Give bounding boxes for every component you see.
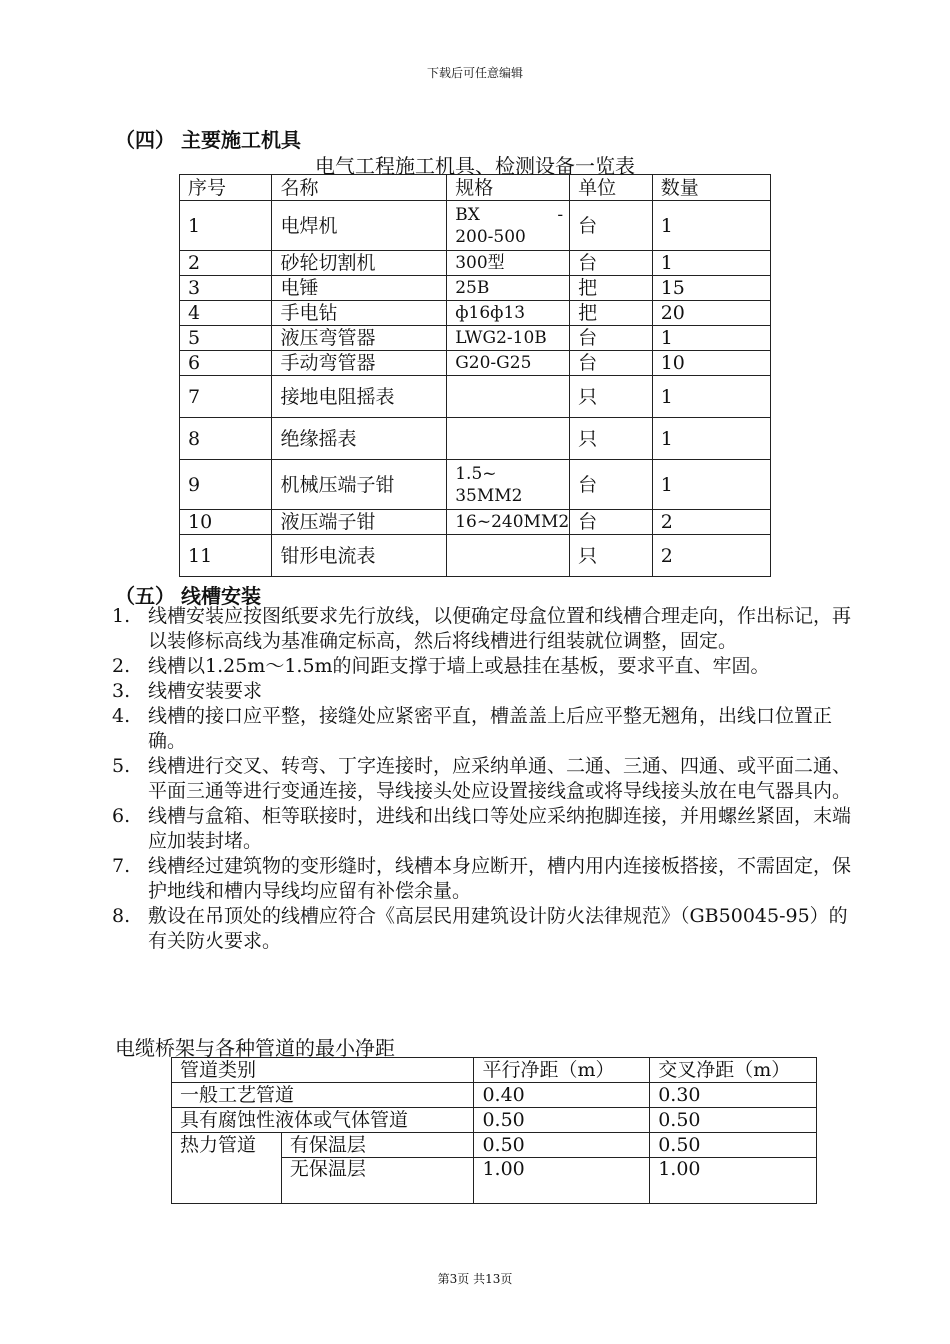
cell-name: 电焊机 xyxy=(272,201,447,251)
cell-spec: G20-G25 xyxy=(447,351,570,376)
cell-qty: 1 xyxy=(652,326,770,351)
header-cell: 管道类别 xyxy=(172,1058,474,1083)
cell-spec xyxy=(447,376,570,418)
section-title: 主要施工机具 xyxy=(181,128,301,152)
cell-parallel: 1.00 xyxy=(474,1158,650,1204)
cell-name: 接地电阻摇表 xyxy=(272,376,447,418)
cell-name: 绝缘摇表 xyxy=(272,418,447,460)
cell-unit: 台 xyxy=(570,326,653,351)
table-row xyxy=(180,351,771,376)
list-item xyxy=(112,679,852,704)
table-header-row xyxy=(180,175,771,201)
header-cell: 名称 xyxy=(272,175,447,201)
cell-category: 一般工艺管道 xyxy=(172,1083,474,1108)
requirements-list xyxy=(112,604,852,954)
page-footer: 第3页 共13页 xyxy=(437,1272,513,1286)
list-item xyxy=(112,604,852,654)
cell-name: 砂轮切割机 xyxy=(272,251,447,276)
cell-unit: 只 xyxy=(570,418,653,460)
page-header: 下载后可任意编辑 xyxy=(426,66,523,80)
cell-no: 1 xyxy=(180,201,272,251)
cell-spec: ф16ф13 xyxy=(447,301,570,326)
header-cell: 数量 xyxy=(652,175,770,201)
header-cell: 规格 xyxy=(447,175,570,201)
cell-spec xyxy=(447,201,570,251)
list-item xyxy=(112,704,852,754)
header-cell: 序号 xyxy=(180,175,272,201)
cell-category: 热力管道 xyxy=(172,1133,282,1158)
table-row xyxy=(180,376,771,418)
list-item xyxy=(112,804,852,854)
cell-no: 8 xyxy=(180,418,272,460)
item-number: 4. xyxy=(112,705,131,727)
spec-line: 35MM2 xyxy=(455,485,523,506)
table-row xyxy=(180,201,771,251)
spec-line: 200-500 xyxy=(455,226,526,247)
distance-table-title: 电缆桥架与各种管道的最小净距 xyxy=(115,1036,395,1060)
cell-no: 3 xyxy=(180,276,272,301)
table-row xyxy=(180,535,771,577)
cell-unit: 台 xyxy=(570,351,653,376)
header-cell: 单位 xyxy=(570,175,653,201)
cell-no: 5 xyxy=(180,326,272,351)
cell-spec: 16~240MM2 xyxy=(447,510,570,535)
section-4-heading xyxy=(115,124,301,153)
cell-no: 2 xyxy=(180,251,272,276)
cell-cross: 0.50 xyxy=(650,1108,817,1133)
cell-spec: LWG2-10B xyxy=(447,326,570,351)
cell-spec: 300型 xyxy=(447,251,570,276)
cell-name: 液压弯管器 xyxy=(272,326,447,351)
cell-category: 具有腐蚀性液体或气体管道 xyxy=(172,1108,474,1133)
table-row xyxy=(180,251,771,276)
item-number: 6. xyxy=(112,805,131,827)
cell-parallel: 0.40 xyxy=(474,1083,650,1108)
table-row xyxy=(180,276,771,301)
cell-no: 7 xyxy=(180,376,272,418)
cell-subcategory: 有保温层 xyxy=(281,1133,474,1158)
cell-name: 钳形电流表 xyxy=(272,535,447,577)
header-cell: 平行净距（m） xyxy=(474,1058,650,1083)
item-text: 线槽与盒箱、柜等联接时，进线和出线口等处应采纳抱脚连接，并用螺丝紧固，末端应加装封堵。 xyxy=(148,805,852,852)
item-text: 线槽的接口应平整，接缝处应紧密平直，槽盖盖上后应平整无翘角，出线口位置正确。 xyxy=(148,705,833,752)
spec-part: BX xyxy=(455,204,480,225)
item-text: 线槽经过建筑物的变形缝时，线槽本身应断开，槽内用内连接板搭接，不需固定，保护地线和槽内导线均应留有补偿余量。 xyxy=(148,855,852,902)
cell-unit: 只 xyxy=(570,376,653,418)
cell-subcategory: 无保温层 xyxy=(281,1158,474,1204)
item-text: 线槽安装要求 xyxy=(148,680,263,702)
cell-unit: 台 xyxy=(570,510,653,535)
cell-unit: 台 xyxy=(570,201,653,251)
item-number: 7. xyxy=(112,855,131,877)
header-cell: 交叉净距（m） xyxy=(650,1058,817,1083)
cell-parallel: 0.50 xyxy=(474,1133,650,1158)
table-row xyxy=(180,460,771,510)
table-row xyxy=(180,510,771,535)
item-number: 1. xyxy=(112,605,131,627)
cell-name: 液压端子钳 xyxy=(272,510,447,535)
section-number: （五） xyxy=(115,584,175,608)
cell-category xyxy=(172,1158,282,1204)
item-number: 2. xyxy=(112,655,131,677)
spec-line xyxy=(455,204,569,226)
cell-qty: 1 xyxy=(652,418,770,460)
cell-name: 电锤 xyxy=(272,276,447,301)
cell-qty: 2 xyxy=(652,510,770,535)
item-text: 线槽进行交叉、转弯、丁字连接时，应采纳单通、二通、三通、四通、或平面二通、平面三通等进行变通连接，导线接头处应设置接线盒或将导线接头放在电气器具内。 xyxy=(148,755,852,802)
list-item xyxy=(112,854,852,904)
table-header-row xyxy=(172,1058,817,1083)
table-caption: 电气工程施工机具、检测设备一览表 xyxy=(315,154,635,178)
cell-cross: 0.50 xyxy=(650,1133,817,1158)
table-row xyxy=(180,301,771,326)
cell-name: 手电钻 xyxy=(272,301,447,326)
cell-spec xyxy=(447,535,570,577)
spec-line: 1.5~ xyxy=(455,463,497,484)
tools-table xyxy=(179,174,771,577)
cell-parallel: 0.50 xyxy=(474,1108,650,1133)
cell-qty: 1 xyxy=(652,201,770,251)
item-number: 8. xyxy=(112,905,131,927)
section-title: 线槽安装 xyxy=(181,584,261,608)
cell-no: 10 xyxy=(180,510,272,535)
cell-name: 手动弯管器 xyxy=(272,351,447,376)
item-text: 线槽安装应按图纸要求先行放线，以便确定母盒位置和线槽合理走向，作出标记，再以装修标高线为基准确定标高，然后将线槽进行组装就位调整，固定。 xyxy=(148,605,852,652)
cell-unit: 把 xyxy=(570,276,653,301)
item-number: 5. xyxy=(112,755,131,777)
spec-part: - xyxy=(557,204,564,225)
cell-spec xyxy=(447,418,570,460)
cell-no: 6 xyxy=(180,351,272,376)
cell-cross: 1.00 xyxy=(650,1158,817,1204)
table-row xyxy=(172,1158,817,1204)
cell-no: 11 xyxy=(180,535,272,577)
cell-spec xyxy=(447,460,570,510)
list-item xyxy=(112,654,852,679)
cell-unit: 把 xyxy=(570,301,653,326)
distance-table xyxy=(171,1057,817,1204)
section-number: （四） xyxy=(115,128,175,152)
cell-qty: 1 xyxy=(652,376,770,418)
item-text: 敷设在吊顶处的线槽应符合《高层民用建筑设计防火法律规范》（GB50045-95）的有关防火要求。 xyxy=(148,905,848,952)
cell-unit: 台 xyxy=(570,251,653,276)
item-number: 3. xyxy=(112,680,131,702)
cell-name: 机械压端子钳 xyxy=(272,460,447,510)
table-row xyxy=(180,326,771,351)
table-row xyxy=(172,1108,817,1133)
table-row xyxy=(172,1133,817,1158)
cell-qty: 1 xyxy=(652,251,770,276)
cell-qty: 10 xyxy=(652,351,770,376)
cell-no: 9 xyxy=(180,460,272,510)
cell-unit: 只 xyxy=(570,535,653,577)
cell-unit: 台 xyxy=(570,460,653,510)
cell-qty: 20 xyxy=(652,301,770,326)
list-item xyxy=(112,754,852,804)
cell-cross: 0.30 xyxy=(650,1083,817,1108)
table-row xyxy=(180,418,771,460)
item-text: 线槽以1.25m～1.5m的间距支撑于墙上或悬挂在基板，要求平直、牢固。 xyxy=(148,655,770,677)
cell-spec: 25B xyxy=(447,276,570,301)
cell-qty: 15 xyxy=(652,276,770,301)
list-item xyxy=(112,904,852,954)
cell-qty: 1 xyxy=(652,460,770,510)
cell-no: 4 xyxy=(180,301,272,326)
table-row xyxy=(172,1083,817,1108)
cell-qty: 2 xyxy=(652,535,770,577)
